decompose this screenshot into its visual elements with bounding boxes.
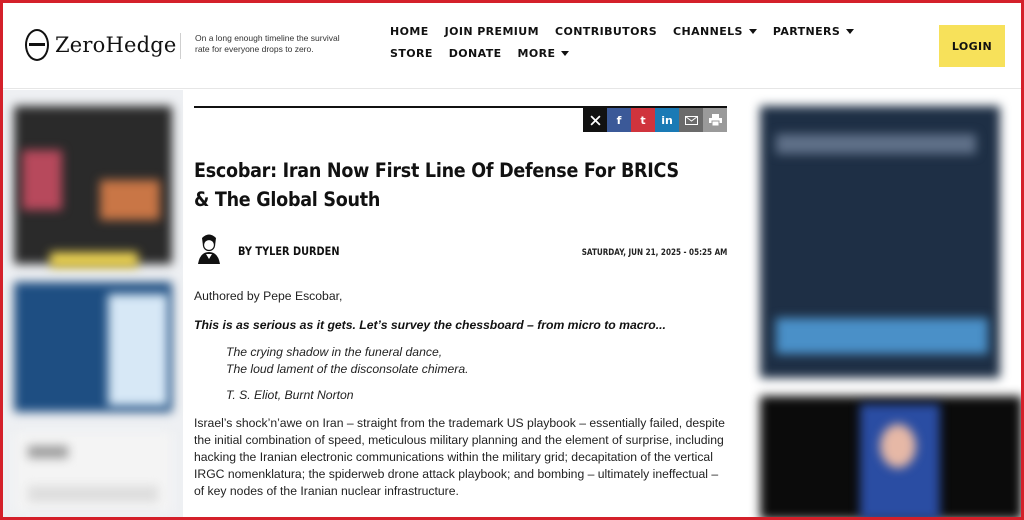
author-avatar[interactable] (194, 232, 224, 264)
share-bar (583, 108, 727, 132)
nav-item-store[interactable] (390, 47, 433, 60)
nav-item-contributors[interactable] (555, 25, 657, 38)
widget-control[interactable] (28, 486, 158, 502)
site-tagline: On a long enough timeline the survival rate for everyone drops to zero. (180, 33, 350, 59)
facebook-icon: f (616, 113, 622, 127)
print-button[interactable] (703, 108, 727, 132)
chevron-down-icon (846, 29, 854, 34)
author-name[interactable]: BY TYLER DURDEN (238, 244, 340, 258)
nav-item-home[interactable] (390, 25, 429, 38)
nav-label: JOIN PREMIUM (444, 25, 539, 38)
article-lead: This is as serious as it gets. Let’s survey the chessboard – from micro to macro... (194, 318, 666, 332)
ad-banner-strip (50, 252, 138, 268)
nav-label: CONTRIBUTORS (554, 25, 658, 38)
linkedin-share-button[interactable] (655, 108, 679, 132)
authored-by: Authored by Pepe Escobar, (194, 289, 343, 303)
epigraph-source: T. S. Eliot, Burnt Norton (226, 388, 354, 402)
nav-item-partners[interactable] (773, 25, 854, 38)
nav-label: HOME (390, 25, 429, 38)
print-icon (709, 114, 722, 126)
nav-label: CHANNELS (673, 25, 743, 38)
main-nav (390, 25, 910, 60)
ad-graphic (22, 150, 62, 210)
article-title: Escobar: Iran Now First Line Of Defense For BRICS & The Global South (194, 159, 679, 211)
email-icon (685, 116, 698, 125)
chevron-down-icon (561, 51, 569, 56)
theta-logo-icon (25, 29, 49, 61)
linkedin-icon: in (661, 113, 673, 127)
nav-label: STORE (390, 47, 433, 60)
nav-label: DONATE (448, 47, 502, 60)
byline (194, 230, 727, 270)
x-share-button[interactable] (583, 108, 607, 132)
truth-social-share-button[interactable] (631, 108, 655, 132)
truth-social-icon: t (640, 113, 646, 127)
logo-text: ZeroHedge (55, 33, 177, 57)
epigraph-line: The loud lament of the disconsolate chimera. (226, 362, 469, 376)
nav-item-donate[interactable] (449, 47, 502, 60)
site-header (3, 3, 1021, 89)
nav-item-join-premium[interactable] (445, 25, 539, 38)
ad-graphic (108, 294, 168, 406)
video-subject (880, 424, 916, 468)
article-paragraph: Israel’s shock’n’awe on Iran – straight from the trademark US playbook – essentially failed, despite the initial combination of speed, meticulous military planning and the element of surprise, including hacking the Iranian electronic communications within the military grid; decapitation of the vertical IRGC nomenklatura; the spiderweb drone attack playbook; and bombing – ultimately ineffectual – of key nodes of the Iranian nuclear infrastructure. (194, 416, 725, 498)
epigraph (226, 344, 469, 378)
widget-heading (28, 446, 68, 458)
site-logo[interactable] (25, 29, 177, 61)
chevron-down-icon (749, 29, 757, 34)
epigraph-line: The crying shadow in the funeral dance, (226, 345, 443, 359)
nav-item-channels[interactable] (673, 25, 757, 38)
x-icon (590, 115, 601, 126)
publish-date: SATURDAY, JUN 21, 2025 - 05:25 AM (581, 248, 727, 258)
ad-graphic (100, 180, 160, 220)
email-share-button[interactable] (679, 108, 703, 132)
ad-heading (776, 134, 976, 154)
facebook-share-button[interactable] (607, 108, 631, 132)
nav-label: PARTNERS (772, 25, 841, 38)
nav-item-more[interactable] (518, 47, 570, 60)
nav-label: MORE (517, 47, 556, 60)
login-button[interactable]: LOGIN (939, 25, 1005, 67)
ad-cta-button[interactable] (776, 318, 988, 354)
